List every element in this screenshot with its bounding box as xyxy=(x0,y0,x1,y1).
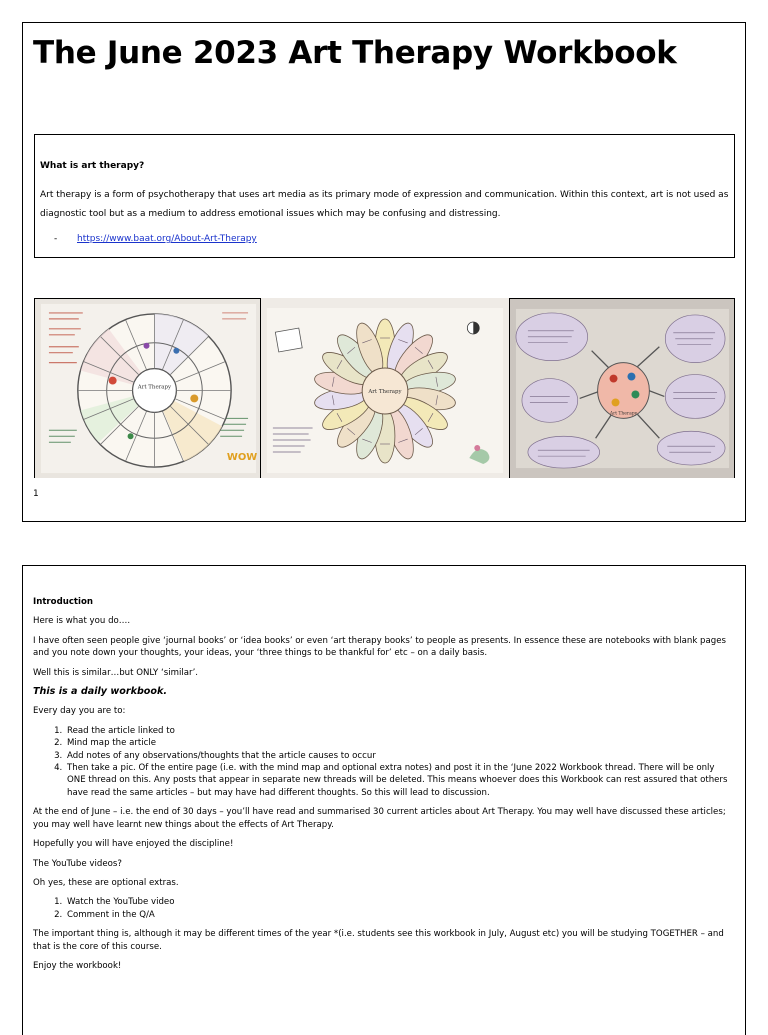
para-similar: Well this is similar…but ONLY ‘similar’. xyxy=(33,667,199,678)
wheel-center-label: Art Therapy xyxy=(137,384,172,391)
para-discipline: Hopefully you will have enjoyed the discipline! xyxy=(33,839,234,850)
flower-mindmap-image xyxy=(261,298,509,478)
document-page-2 xyxy=(22,565,746,1035)
step-item: 1. Read the article linked to xyxy=(65,725,733,737)
enjoy-line: Enjoy the workbook! xyxy=(33,960,122,971)
para-together: The important thing is, although it may be different times of the year *(i.e. students see this workbook in July, August etc) you will be studying TOGETHER – and that is the core of this course. xyxy=(33,929,724,952)
wheel-mindmap-image xyxy=(35,299,260,478)
photo-wheel-mindmap xyxy=(34,298,260,478)
youtube-question: The YouTube videos? xyxy=(33,858,122,869)
introduction-section xyxy=(33,596,733,979)
every-day-line: Every day you are to: xyxy=(33,706,126,717)
step-item: 3. Add notes of any observations/thoughts that the article causes to occur xyxy=(65,750,733,762)
extra-item: 2. Comment in the Q/A xyxy=(65,909,733,921)
step-item: 2. Mind map the article xyxy=(65,737,733,749)
extras-list xyxy=(33,896,733,921)
flower-center-label: Art Therapy xyxy=(368,388,402,396)
introduction-heading: Introduction xyxy=(33,597,94,607)
baat-link[interactable]: https://www.baat.org/About-Art-Therapy xyxy=(77,234,257,244)
info-body: Art therapy is a form of psychotherapy that uses art media as its primary mode of expression and communication. Within this context, art is not used as diagnostic tool but as a medium to address emotional issues which may be confusing and distressing. xyxy=(40,190,729,219)
para-end-of-june: At the end of June – i.e. the end of 30 days – you’ll have read and summarised 30 current articles about Art Therapy. You may well have discussed these articles; you may well have learnt new things about the effects of Art Therapy. xyxy=(33,807,726,830)
page-number: 1 xyxy=(33,489,39,499)
photo-strip xyxy=(34,298,735,478)
photo-cloud-mindmap xyxy=(510,298,735,478)
optional-extras-line: Oh yes, these are optional extras. xyxy=(33,877,179,888)
blob-center-label: Art Therapy xyxy=(609,411,638,417)
info-link-row xyxy=(54,230,729,249)
step-item: 4. Then take a pic. Of the entire page (i.e. with the mind map and optional extra notes) and post it in the ‘June 2022 Workbook thread. There will be only ONE thread on this. Any posts that appear in separate new threads will be deleted. This means whoever does this Workbook can rest assured that others have read the same articles – but may have had different thoughts. So this will lead to discussion. xyxy=(65,762,733,799)
daily-steps-list xyxy=(33,725,733,799)
extra-item: 1. Watch the YouTube video xyxy=(65,896,733,908)
wow-sticker: WOW xyxy=(226,452,258,464)
daily-workbook-heading: This is a daily workbook. xyxy=(33,686,168,698)
para-books: I have often seen people give ‘journal books’ or ‘idea books’ or even ‘art therapy books’ to people as presents. In essence these are notebooks with blank pages and you note down your thoughts, your ideas, your ‘three things to be thankful for’ etc – on a daily basis. xyxy=(33,635,726,659)
intro-line: Here is what you do…. xyxy=(33,616,131,627)
photo-flower-mindmap xyxy=(260,298,510,478)
document-title: The June 2023 Art Therapy Workbook xyxy=(33,35,677,71)
info-box xyxy=(34,134,735,258)
document-page-1 xyxy=(22,22,746,522)
cloud-mindmap-image xyxy=(510,299,734,478)
bullet-dash: - xyxy=(54,234,58,244)
info-heading: What is art therapy? xyxy=(40,161,145,171)
